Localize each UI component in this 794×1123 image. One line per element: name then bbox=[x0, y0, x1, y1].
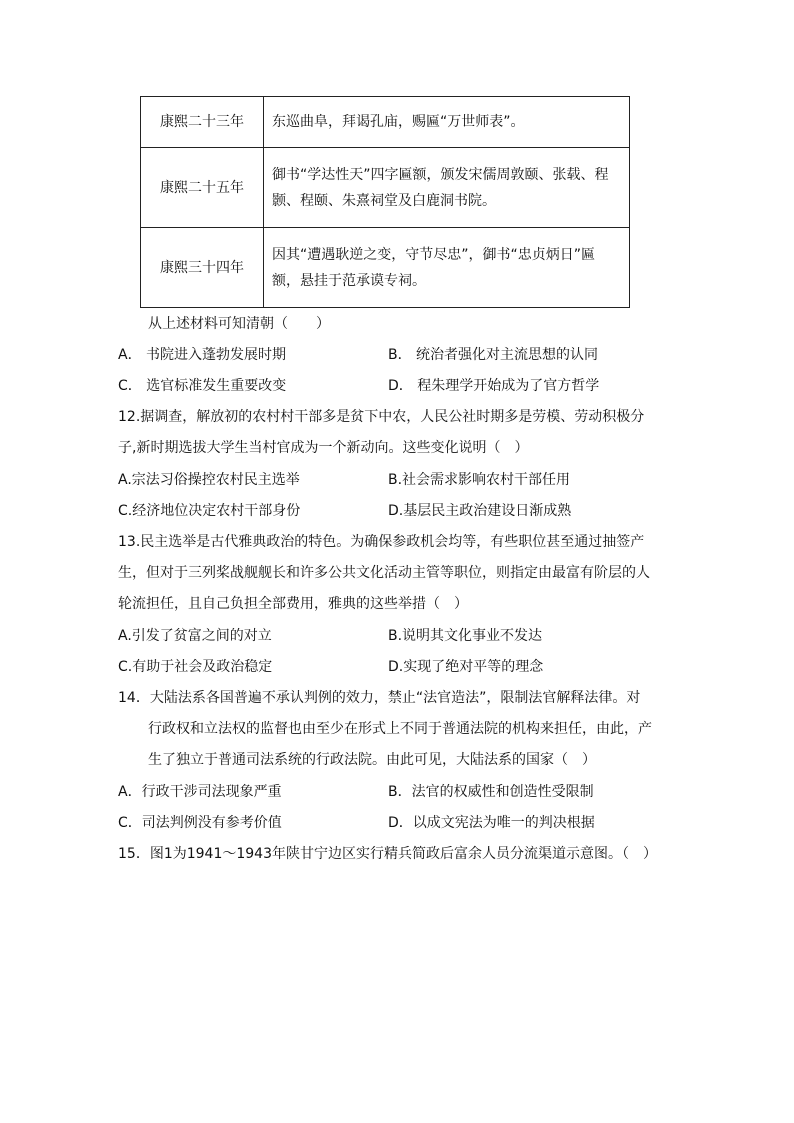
q11-option-b: B． 统治者强化对主流思想的认同 bbox=[388, 347, 599, 363]
q15-stem: 15．图1为1941～1943年陕甘宁边区实行精兵简政后富余人员分流渠道示意图。（ ） bbox=[118, 846, 657, 862]
table-desc-cell: 东巡曲阜，拜谒孔庙，赐匾“万世师表”。 bbox=[264, 97, 630, 148]
q14-option-b: B．法官的权威性和创造性受限制 bbox=[388, 784, 594, 800]
q14-option-c: C．司法判例没有参考价值 bbox=[118, 815, 282, 831]
q13-option-c: C.有助于社会及政治稳定 bbox=[118, 659, 273, 675]
table-row bbox=[141, 97, 630, 148]
q12-option-c: C.经济地位决定农村干部身份 bbox=[118, 503, 301, 519]
q13-stem-line3: 轮流担任，且自己负担全部费用，雅典的这些举措（ ） bbox=[118, 596, 468, 612]
q13-option-a: A.引发了贫富之间的对立 bbox=[118, 628, 272, 644]
table-year-cell: 康熙二十五年 bbox=[141, 148, 264, 228]
q13-option-d: D.实现了绝对平等的理念 bbox=[388, 659, 544, 675]
q14-stem-line1: 14．大陆法系各国普遍不承认判例的效力，禁止“法官造法”，限制法官解释法律。对 bbox=[118, 690, 641, 706]
q13-option-b: B.说明其文化事业不发达 bbox=[388, 628, 543, 644]
q12-option-d: D.基层民主政治建设日渐成熟 bbox=[388, 503, 572, 519]
table-desc-cell: 因其“遭遇耿逆之变，守节尽忠”，御书“忠贞炳日”匾额，悬挂于范承谟专祠。 bbox=[264, 228, 630, 308]
q14-stem-line2: 行政权和立法权的监督也由至少在形式上不同于普通法院的机构来担任，由此，产 bbox=[148, 721, 652, 737]
q13-stem-line2: 生，但对于三列桨战舰舰长和许多公共文化活动主管等职位，则指定由最富有阶层的人 bbox=[118, 565, 650, 581]
table-row bbox=[141, 228, 630, 308]
table-desc-cell: 御书“学达性天”四字匾额，颁发宋儒周敦颐、张载、程颢、程颐、朱熹祠堂及白鹿洞书院。 bbox=[264, 148, 630, 228]
q13-stem-line1: 13.民主选举是古代雅典政治的特色。为确保参政机会均等，有些职位甚至通过抽签产 bbox=[118, 534, 645, 550]
q14-stem-line3: 生了独立于普通司法系统的行政法院。由此可见，大陆法系的国家（ ） bbox=[148, 752, 596, 768]
q12-stem-line2: 子,新时期选拔大学生当村官成为一个新动向。这些变化说明（ ） bbox=[118, 440, 529, 456]
q11-stem: 从上述材料可知清朝（ ） bbox=[148, 316, 330, 332]
q14-option-a: A．行政干涉司法现象严重 bbox=[118, 784, 282, 800]
q11-option-a: A． 书院进入蓬勃发展时期 bbox=[118, 347, 287, 363]
table-year-cell: 康熙二十三年 bbox=[141, 97, 264, 148]
q12-stem-line1: 12.据调查，解放初的农村村干部多是贫下中农，人民公社时期多是劳模、劳动积极分 bbox=[118, 409, 645, 425]
table-year-cell: 康熙三十四年 bbox=[141, 228, 264, 308]
kangxi-table bbox=[140, 96, 630, 308]
q11-option-d: D． 程朱理学开始成为了官方哲学 bbox=[388, 378, 600, 394]
table-row bbox=[141, 148, 630, 228]
q14-option-d: D．以成文宪法为唯一的判决根据 bbox=[388, 815, 595, 831]
q12-option-b: B.社会需求影响农村干部任用 bbox=[388, 472, 571, 488]
q12-option-a: A.宗法习俗操控农村民主选举 bbox=[118, 472, 300, 488]
q11-option-c: C． 选官标准发生重要改变 bbox=[118, 378, 287, 394]
